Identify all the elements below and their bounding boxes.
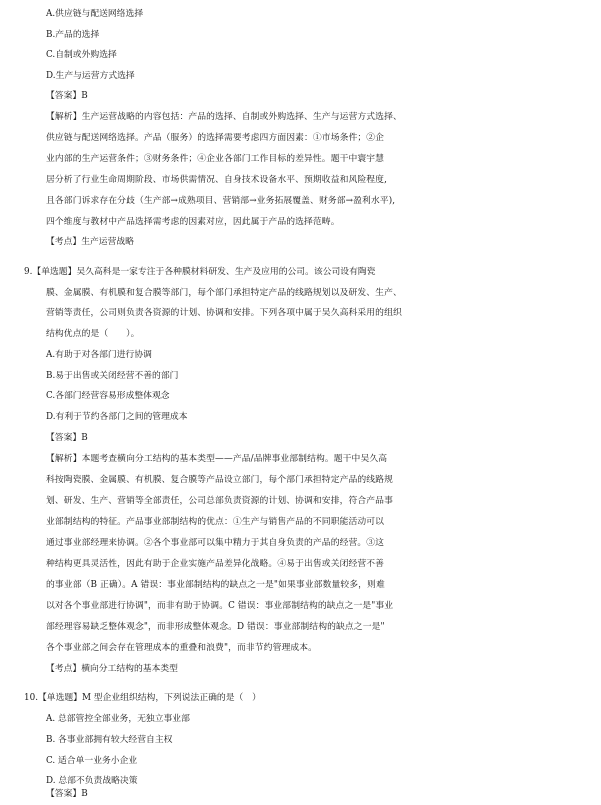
q9-option-b: B.易于出售或关闭经营不善的部门 <box>46 371 179 381</box>
q9-stem-line: 9.【单选题】吴久高科是一家专注于各种膜材料研发、生产及应用的公司。该公司设有陶瓷 <box>24 267 376 277</box>
q9-analysis-line: 业部制结构的特征。产品事业部制结构的优点：①生产与销售产品的不同职能活动可以 <box>46 517 385 527</box>
q9-answer: 【答案】B <box>46 433 88 443</box>
q9-analysis-line: 以对各个事业部进行协调"，而非有助于协调。C 错误：事业部制结构的缺点之一是"事业 <box>46 601 394 611</box>
q8-analysis-line: 供应链与配送网络选择。产品（服务）的选择需要考虑四方面因素：①市场条件；②企 <box>46 133 385 143</box>
q10-option-c: C. 适合单一业务小企业 <box>46 756 138 766</box>
q9-stem-line: 结构优点的是（ ）。 <box>46 329 140 339</box>
q9-option-c: C.各部门经营容易形成整体观念 <box>46 391 170 401</box>
q10-option-a: A. 总部管控全部业务，无独立事业部 <box>46 714 190 724</box>
q10-answer: 【答案】B <box>46 789 88 799</box>
q8-analysis-line: 【解析】生产运营战略的内容包括：产品的选择、自制或外购选择、生产与运营方式选择、 <box>46 112 402 122</box>
q8-analysis-line: 居分析了行业生命周期阶段、市场供需情况、自身技术设备水平、预期收益和风险程度, <box>46 175 387 185</box>
q9-analysis-line: 划、研发、生产、营销等全部责任，公司总部负责资源的计划、协调和安排，符合产品事 <box>46 496 393 506</box>
q8-option-d: D.生产与运营方式选择 <box>46 71 135 81</box>
q9-option-a: A.有助于对各部门进行协调 <box>46 350 152 360</box>
q8-analysis-line: 业内部的生产运营条件；③财务条件；④企业各部门工作目标的差异性。题干中寰宇慧 <box>46 154 385 164</box>
q9-analysis-line: 通过事业部经理来协调。②各个事业部可以集中精力于其自身负责的产品的经营。③这 <box>46 538 385 548</box>
q9-analysis-line: 种结构更具灵活性，因此有助于企业实施产品差异化战略。④易于出售或关闭经营不善 <box>46 559 385 569</box>
q9-analysis-line: 各个事业部之间会存在管理成本的重叠和浪费"，而非节约管理成本。 <box>46 643 318 653</box>
q9-point: 【考点】横向分工结构的基本类型 <box>46 664 178 674</box>
q9-analysis-line: 科按陶瓷膜、金属膜、有机膜、复合膜等产品设立部门，每个部门承担特定产品的线路规 <box>46 475 393 485</box>
q9-analysis-line: 的事业部（B 正确）。A 错误：事业部制结构的缺点之一是"如果事业部数量较多，则难 <box>46 580 385 590</box>
q9-analysis-line: 部经理容易缺乏整体观念"，而非形成整体观念。D 错误：事业部制结构的缺点之一是" <box>46 622 385 632</box>
q9-option-d: D.有利于节约各部门之间的管理成本 <box>46 412 188 422</box>
q8-option-b: B.产品的选择 <box>46 30 100 40</box>
q9-stem-line: 营销等责任，公司则负责各资源的计划、协调和安排。下列各项中属于吴久高科采用的组织 <box>46 308 402 318</box>
q8-option-a: A.供应链与配送网络选择 <box>46 9 144 19</box>
q10-option-d: D. 总部不负责战略决策 <box>46 776 138 786</box>
q9-stem-line: 膜、金属膜、有机膜和复合膜等部门，每个部门承担特定产品的线路规划以及研发、生产、 <box>46 288 402 298</box>
q10-stem: 10.【单选题】M 型企业组织结构，下列说法正确的是（ ） <box>24 693 261 703</box>
q8-analysis-line: 四个维度与教材中产品选择需考虑的因素对应，因此属于产品的选择范畴。 <box>46 217 340 227</box>
q8-analysis-line: 且各部门诉求存在分歧（生产部→成熟项目、营销部→业务拓展覆盖、财务部→盈利水平), <box>46 196 396 206</box>
q8-option-c: C.自制或外购选择 <box>46 50 117 60</box>
q9-analysis-line: 【解析】本题考查横向分工结构的基本类型——产品/品牌事业部制结构。题干中吴久高 <box>46 454 388 464</box>
q8-answer: 【答案】B <box>46 91 88 101</box>
q8-point: 【考点】生产运营战略 <box>46 237 134 247</box>
q10-option-b: B. 各事业部拥有较大经营自主权 <box>46 735 173 745</box>
